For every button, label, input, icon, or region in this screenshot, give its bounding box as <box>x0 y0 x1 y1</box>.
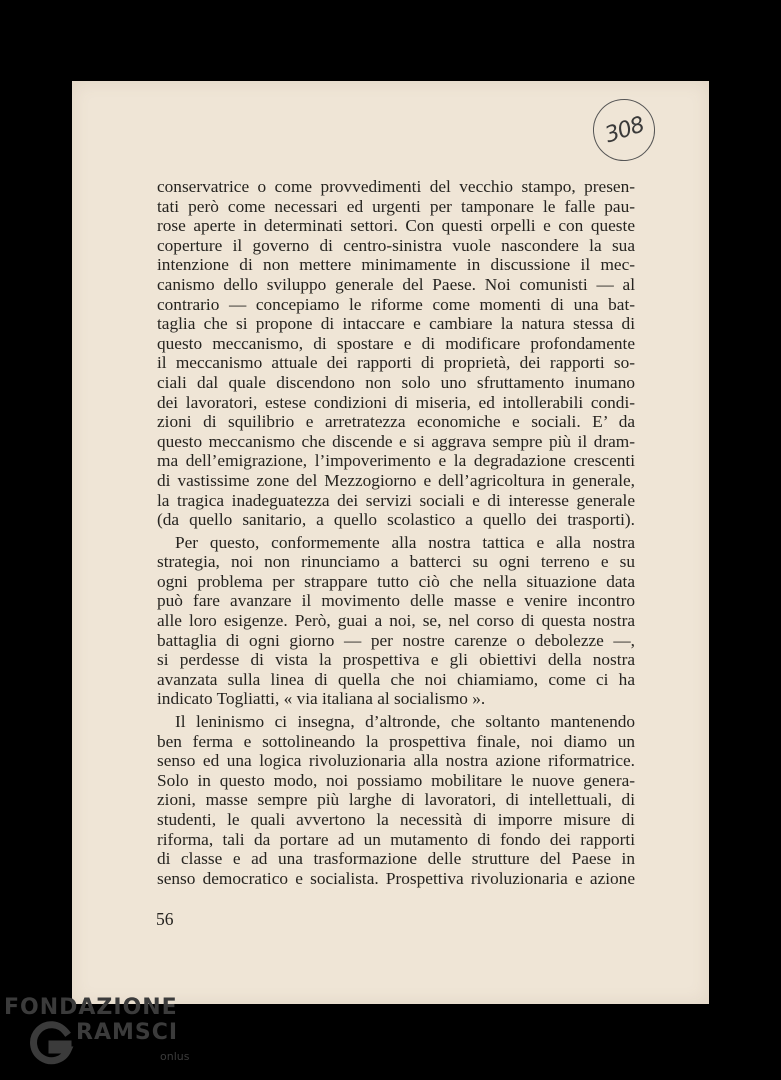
text-line: di classe e ad una trasformazione delle strutture del Paese in <box>157 849 635 869</box>
text-line: alle loro esigenze. Però, guai a noi, se, nel corso di questa nostra <box>157 611 635 631</box>
text-line: si perdesse di vista la prospettiva e gli obiettivi della nostra <box>157 650 635 670</box>
logo-text-fondazione: FONDAZIONE <box>4 995 178 1020</box>
document-page <box>72 81 709 1004</box>
text-line: studenti, le quali avvertono la necessità di imporre misure di <box>157 810 635 829</box>
text-line: di vastissime zone del Mezzogiorno e dell’agricoltura in generale, <box>157 470 635 490</box>
text-line: può fare avanzare il movimento delle masse e venire incontro <box>157 591 635 611</box>
text-line: questo meccanismo, di spostare e di modificare profondamente <box>157 333 635 353</box>
text-line: contrario — concepiamo le riforme come momenti di una bat- <box>157 294 635 314</box>
text-line: (da quello sanitario, a quello scolastico a quello dei trasporti). <box>157 510 635 530</box>
logo-text-gramsci: RAMSCI <box>76 1020 179 1045</box>
paragraph-first-line: Per questo, conformemente alla nostra tattica e alla nostra <box>175 532 635 552</box>
text-line: senso ed una logica rivoluzionaria alla nostra azione riformatrice. <box>157 751 635 771</box>
text-line: zioni di squilibrio e arretratezza economiche e sociali. E’ da <box>157 412 635 432</box>
text-line: coperture il governo di centro-sinistra vuole nascondere la sua <box>157 235 635 255</box>
text-line: zioni, masse sempre più larghe di lavoratori, di intellettuali, di <box>157 790 635 810</box>
logo-text-onlus: onlus <box>160 1050 190 1063</box>
fondazione-gramsci-logo <box>0 990 200 1080</box>
text-line: questo meccanismo che discende e si aggrava sempre più il dram- <box>157 431 635 451</box>
text-line: avanzata sulla linea di quella che noi chiamiamo, come ci ha <box>157 669 635 689</box>
text-line: strategia, noi non rinunciamo a batterci su ogni terreno e su <box>157 552 635 572</box>
text-line: rose aperte in determinati settori. Con questi orpelli e con queste <box>157 216 635 236</box>
text-line: senso democratico e socialista. Prospettiva rivoluzionaria e azione <box>157 868 635 888</box>
logo-g-icon <box>28 1020 74 1066</box>
text-line: riforma, tali da portare ad un mutamento di fondo dei rapporti <box>157 829 635 849</box>
body-text <box>157 177 635 888</box>
text-line: ciali dal quale discendono non solo uno sfruttamento inumano <box>157 372 635 392</box>
text-line: tati però come necessari ed urgenti per tamponare le falle pau- <box>157 196 635 216</box>
text-line: la tragica inadeguatezza dei servizi sociali e di interesse generale <box>157 490 635 510</box>
text-line: ma dell’emigrazione, l’impoverimento e la degradazione crescenti <box>157 451 635 471</box>
text-line: dei lavoratori, estese condizioni di miseria, ed intollerabili condi- <box>157 392 635 412</box>
text-line: il meccanismo attuale dei rapporti di proprietà, dei rapporti so- <box>157 353 635 373</box>
archive-number-text: 308 <box>601 112 647 148</box>
text-line: conservatrice o come provvedimenti del vecchio stampo, presen- <box>157 177 635 196</box>
archive-number-stamp <box>590 96 658 164</box>
page-number: 56 <box>156 909 174 929</box>
text-line: ben ferma e sottolineando la prospettiva finale, noi diamo un <box>157 731 635 751</box>
paragraph-last-line: indicato Togliatti, « via italiana al socialismo ». <box>157 689 486 709</box>
text-line: battaglia di ogni giorno — per nostre carenze o debolezze —, <box>157 630 635 650</box>
paragraph-first-line: Il leninismo ci insegna, d’altronde, che soltanto mantenendo <box>175 712 635 732</box>
text-line: taglia che si propone di intaccare e cambiare la natura stessa di <box>157 314 635 334</box>
text-line: Solo in questo modo, noi possiamo mobilitare le nuove genera- <box>157 770 635 790</box>
text-line: canismo dello sviluppo generale del Paese. Noi comunisti — al <box>157 274 635 294</box>
text-line: intenzione di non mettere minimamente in discussione il mec- <box>157 255 635 275</box>
text-line: ogni problema per strappare tutto ciò che nella situazione data <box>157 571 635 591</box>
